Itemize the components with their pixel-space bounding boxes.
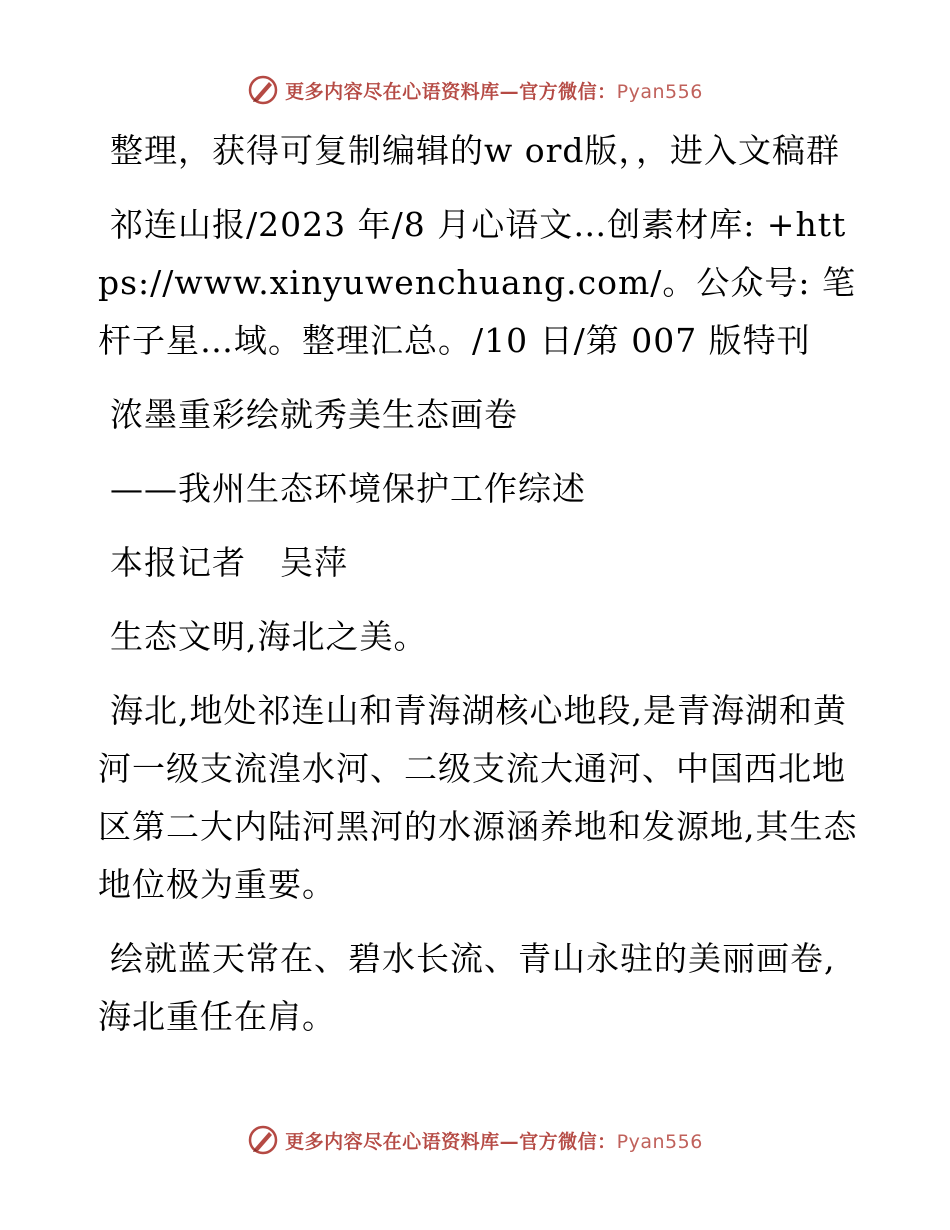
footer-watermark-banner bbox=[0, 1120, 950, 1160]
paragraph-body: 绘就蓝天常在、碧水长流、青山永驻的美丽画卷,海北重任在肩。 bbox=[98, 939, 836, 1036]
paragraph-body: 海北,地处祁连山和青海湖核心地段,是青海湖和黄河一级支流湟水河、二级支流大通河、中国西北地区第二大内陆河黑河的水源涵养地和发源地,其生态地位极为重要。 bbox=[98, 691, 858, 904]
article-title: 浓墨重彩绘就秀美生态画卷 bbox=[110, 395, 518, 434]
watermark-text: 更多内容尽在心语资料库—官方微信：Pyan556 bbox=[285, 1130, 703, 1153]
paragraph-body: 生态文明,海北之美。 bbox=[110, 617, 428, 656]
pen-logo-icon bbox=[247, 74, 279, 106]
pen-logo-icon bbox=[247, 1124, 279, 1156]
paragraph-source-info: 祁连山报/2023 年/8 月心语文…创素材库: +https://www.xinyuwenchuang.com/。公众号: 笔杆子星…域。整理汇总。/10 日/第 007 版特刊 bbox=[98, 205, 856, 360]
paragraph-intro: 整理，获得可复制编辑的w ord版，，进入文稿群 bbox=[110, 131, 841, 170]
article-subtitle: ——我州生态环境保护工作综述 bbox=[110, 469, 586, 508]
document-body bbox=[98, 122, 858, 1062]
article-byline: 本报记者 吴萍 bbox=[110, 543, 348, 582]
header-watermark-banner bbox=[0, 70, 950, 110]
watermark-text: 更多内容尽在心语资料库—官方微信：Pyan556 bbox=[285, 80, 703, 103]
